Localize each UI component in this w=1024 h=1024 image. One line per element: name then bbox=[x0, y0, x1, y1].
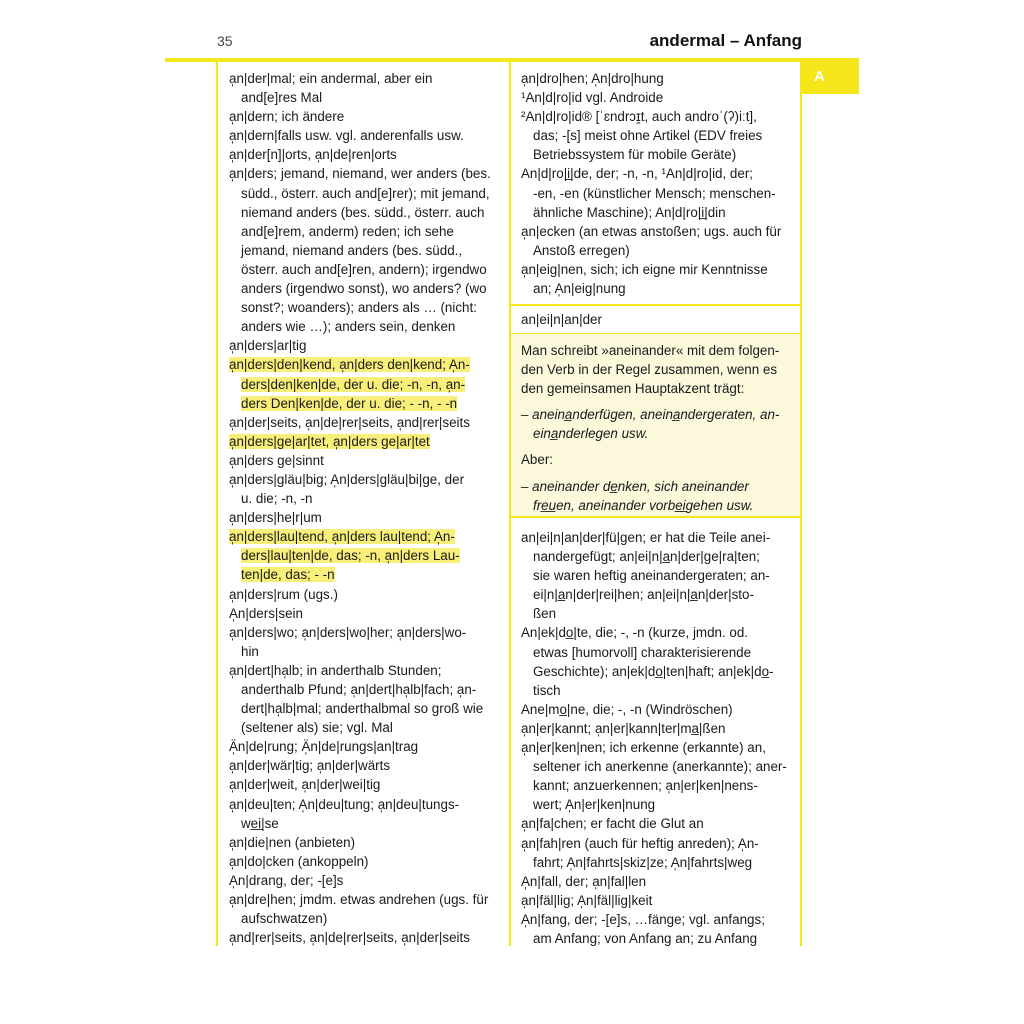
entry-line: a̩n|fa|chen; er facht die Glut an bbox=[521, 816, 704, 832]
entry-line: a̩n|dern|falls usw. vgl. anderenfalls usw. bbox=[229, 128, 464, 144]
right-column-top bbox=[521, 69, 795, 298]
entry-line: a̩n|der[n]|orts, a̩n|de|ren|orts bbox=[229, 147, 397, 163]
infobox-line: fre̲u̲en, aneinander vorbe̲i̲gehen usw. bbox=[533, 497, 754, 513]
entry-line: a̩n|dre|hen; jmdm. etwas andrehen (ugs. für bbox=[229, 892, 489, 908]
entry-line: a̩n|ders; jemand, niemand, wer anders (bes. bbox=[229, 166, 491, 182]
entry-line: a̩n|fah|ren (auch für heftig anreden); A̩n- bbox=[521, 835, 759, 851]
entry-line: a̩n|ders|lau|tend, a̩n|ders lau|tend; A̩n- bbox=[229, 529, 455, 545]
entry-line: u. die; -n, -n bbox=[241, 491, 313, 507]
dictionary-entry bbox=[229, 604, 501, 623]
dictionary-entry bbox=[521, 910, 795, 948]
entry-line: ¹An|d|ro|id vgl. Androide bbox=[521, 90, 664, 106]
entry-line: anders (irgendwo sonst), wo anders? (wo bbox=[241, 281, 487, 297]
dictionary-entry bbox=[229, 432, 501, 451]
entry-line: a̩n|ders|ar|tig bbox=[229, 338, 307, 354]
entry-line: wert; A̩n|er|ken|nung bbox=[533, 797, 656, 813]
dictionary-entry bbox=[521, 738, 795, 814]
entry-line: niemand anders (bes. südd., österr. auch bbox=[241, 204, 485, 220]
entry-line: a̩n|der|seits, a̩n|de|rer|seits, a̩nd|rer|seits bbox=[229, 414, 470, 430]
dictionary-entry bbox=[521, 164, 795, 221]
dictionary-entry bbox=[229, 871, 501, 890]
entry-line: An|d|ro|i̲|de, der; -n, -n, ¹An|d|ro|id, der; bbox=[521, 166, 754, 182]
dictionary-entry bbox=[229, 852, 501, 871]
dictionary-entry bbox=[229, 164, 501, 336]
infobox-line: – aneinander de̲nken, sich aneinander bbox=[521, 478, 749, 494]
entry-line: anders wie …); anders sein, denken bbox=[241, 319, 456, 335]
dictionary-entry bbox=[521, 834, 795, 872]
entry-line: a̩n|ders|wo; a̩n|ders|wo|her; a̩n|ders|wo- bbox=[229, 624, 467, 640]
left-column bbox=[229, 69, 501, 947]
entry-line: Ä̩n|de|rung; Ä̩n|de|rungs|an|trag bbox=[229, 739, 419, 755]
entry-line: a̩n|die|nen (anbieten) bbox=[229, 834, 356, 850]
entry-line: ders|lau|ten|de, das; -n, a̩n|ders Lau- bbox=[241, 548, 460, 564]
entry-line: a̩n|dert|ha̩lb; in anderthalb Stunden; bbox=[229, 662, 442, 678]
dictionary-entry bbox=[229, 126, 501, 145]
right-column-bottom bbox=[521, 528, 795, 948]
entry-line: a̩n|ders|den|kend, a̩n|ders den|kend; A̩n- bbox=[229, 357, 470, 373]
dictionary-entry bbox=[229, 833, 501, 852]
entry-line: ßen bbox=[533, 606, 557, 622]
entry-line: a̩n|ders|rum (ugs.) bbox=[229, 586, 338, 602]
entry-line: a̩n|ders ge|sinnt bbox=[229, 452, 324, 468]
left-column-border bbox=[216, 62, 218, 946]
dictionary-entry bbox=[521, 814, 795, 833]
dictionary-entry bbox=[229, 413, 501, 432]
dictionary-entry bbox=[521, 260, 795, 298]
entry-line: A̩n|ders|sein bbox=[229, 605, 303, 621]
entry-line: we̲i̲|se bbox=[241, 815, 279, 831]
dictionary-entry bbox=[229, 661, 501, 737]
entry-line: An|ek|do̲|te, die; -, -n (kurze, jmdn. od. bbox=[521, 625, 749, 641]
dictionary-entry bbox=[229, 623, 501, 661]
infobox-line: Man schreibt »aneinander« mit dem folgen- bbox=[521, 343, 780, 358]
entry-line: jemand, niemand anders (bes. südd., bbox=[241, 242, 463, 258]
infobox-top-rule bbox=[509, 304, 802, 306]
dictionary-entry bbox=[229, 795, 501, 833]
entry-line: a̩n|er|ken|nen; ich erkenne (erkannte) an, bbox=[521, 740, 766, 756]
entry-line: fahrt; A̩n|fahrts|skiz|ze; A̩n|fahrts|weg bbox=[533, 854, 753, 870]
entry-line: hin bbox=[241, 643, 259, 659]
infobox-text bbox=[521, 341, 791, 398]
entry-line: a̩n|fäl|lig; A̩n|fäl|lig|keit bbox=[521, 892, 653, 908]
entry-line: südd., österr. auch and[e]rer); mit jemand, bbox=[241, 185, 490, 201]
dictionary-entry bbox=[229, 585, 501, 604]
entry-line: A̩n|fang, der; -[e]s, …fänge; vgl. anfangs; bbox=[521, 911, 765, 927]
dictionary-entry bbox=[521, 528, 795, 623]
right-column-border bbox=[800, 62, 802, 946]
dictionary-entry bbox=[229, 527, 501, 584]
dictionary-entry bbox=[229, 737, 501, 756]
entry-line: ders|den|ken|de, der u. die; -n, -n, a̩n- bbox=[241, 376, 466, 392]
dictionary-entry bbox=[229, 451, 501, 470]
entry-line: ähnliche Maschine); An|d|ro|i̲|din bbox=[533, 204, 726, 220]
dictionary-entry bbox=[229, 355, 501, 412]
dictionary-entry bbox=[521, 700, 795, 719]
infobox-bottom-rule bbox=[509, 516, 802, 518]
infobox-line: eina̲nderlegen usw. bbox=[533, 426, 649, 442]
entry-line: an|ei|n|an|der|fü|gen; er hat die Teile anei- bbox=[521, 530, 771, 545]
dictionary-entry bbox=[229, 470, 501, 508]
entry-line: tisch bbox=[533, 682, 561, 698]
header-rule bbox=[165, 58, 859, 62]
entry-line: österr. auch and[e]ren, andern); irgendwo bbox=[241, 261, 487, 277]
entry-line: dert|ha̩lb|mal; anderthalbmal so groß wie bbox=[241, 701, 484, 717]
entry-line: aufschwatzen) bbox=[241, 911, 328, 927]
entry-line: a̩n|der|weit, a̩n|der|wei|tig bbox=[229, 777, 381, 793]
entry-line: a̩n|deu|ten; A̩n|deu|tung; a̩n|deu|tungs- bbox=[229, 796, 460, 812]
entry-line: a̩n|ders|ge|ar|tet, a̩n|ders ge|ar|tet bbox=[229, 433, 430, 449]
dictionary-entry bbox=[521, 88, 795, 107]
dictionary-entry bbox=[229, 775, 501, 794]
entry-line: a̩n|eig|nen, sich; ich eigne mir Kenntnisse bbox=[521, 261, 768, 277]
dictionary-entry bbox=[229, 756, 501, 775]
dictionary-entry bbox=[521, 69, 795, 88]
infobox-example-compound bbox=[521, 405, 791, 443]
dictionary-entry bbox=[521, 872, 795, 891]
dictionary-entry bbox=[521, 107, 795, 164]
entry-line: a̩n|ders|he|r|um bbox=[229, 510, 322, 526]
entry-line: and[e]rem, anderm) reden; ich sehe bbox=[241, 223, 454, 239]
infobox-line: – aneina̲nderfügen, aneina̲ndergeraten, an- bbox=[521, 407, 780, 423]
entry-line: ten|de, das; - -n bbox=[241, 567, 335, 583]
infobox-heading: an|ei|n|an|der bbox=[521, 312, 602, 327]
dictionary-entry bbox=[229, 928, 501, 947]
page-title: andermal – Anfang bbox=[649, 31, 802, 50]
entry-line: seltener ich anerkenne (anerkannte); aner- bbox=[533, 759, 787, 775]
entry-line: ei|n|a̲n|der|rei|hen; an|ei|n|a̲n|der|sto- bbox=[533, 587, 754, 603]
entry-line: am Anfang; von Anfang an; zu Anfang bbox=[533, 930, 758, 946]
dictionary-entry bbox=[229, 145, 501, 164]
infobox-but-label: Aber: bbox=[521, 452, 554, 468]
entry-line: A̩n|drang, der; -[e]s bbox=[229, 872, 344, 888]
entry-line: anderthalb Pfund; a̩n|dert|ha̩lb|fach; a̩n- bbox=[241, 682, 477, 697]
infobox-line: den Verb in der Regel zusammen, wenn es bbox=[521, 362, 778, 378]
entry-line: (seltener als) sie; vgl. Mal bbox=[241, 720, 393, 736]
dictionary-entry bbox=[521, 719, 795, 738]
infobox-example-separate bbox=[521, 477, 791, 515]
dictionary-entry bbox=[521, 623, 795, 699]
entry-line: sonst?; woanders); anders als … (nicht: bbox=[241, 300, 477, 316]
entry-line: -en, -en (künstlicher Mensch; menschen- bbox=[533, 185, 776, 201]
entry-line: ²An|d|ro|id® [ˈɛndrɔɪ̯t, auch androˈ(ʔ)iːt], bbox=[521, 109, 757, 125]
page-number: 35 bbox=[217, 33, 233, 49]
dictionary-entry bbox=[229, 336, 501, 355]
letter-tab: A bbox=[802, 58, 859, 94]
entry-line: a̩n|dern; ich ändere bbox=[229, 109, 345, 125]
entry-line: Betriebssystem für mobile Geräte) bbox=[533, 147, 737, 163]
entry-line: a̩n|do|cken (ankoppeln) bbox=[229, 853, 369, 869]
dictionary-entry bbox=[229, 107, 501, 126]
entry-line: Ane|mo̲|ne, die; -, -n (Windröschen) bbox=[521, 701, 733, 717]
infobox-line: den gemeinsamen Hauptakzent trägt: bbox=[521, 381, 745, 397]
entry-line: ders Den|ken|de, der u. die; - -n, - -n bbox=[241, 395, 458, 411]
entry-line: Geschichte); an|ek|do̲|ten|haft; an|ek|do̲- bbox=[533, 663, 774, 679]
entry-line: nandergefügt; an|ei|n|a̲n|der|ge|ra|ten; bbox=[533, 549, 760, 565]
entry-line: a̩n|er|kannt; a̩n|er|kann|ter|ma̲|ßen bbox=[521, 720, 726, 736]
dictionary-entry bbox=[229, 508, 501, 527]
dictionary-entry bbox=[229, 69, 501, 107]
entry-line: and[e]res Mal bbox=[241, 90, 323, 106]
entry-line: das; -[s] meist ohne Artikel (EDV freies bbox=[533, 128, 763, 144]
entry-line: a̩nd|rer|seits, a̩n|de|rer|seits, a̩n|der|seits bbox=[229, 930, 470, 946]
entry-line: kannt; anzuerkennen; a̩n|er|ken|nens- bbox=[533, 778, 758, 794]
entry-line: etwas [humorvoll] charakterisierende bbox=[533, 644, 752, 660]
entry-line: a̩n|ders|gläu|big; A̩n|ders|gläu|bi|ge, der bbox=[229, 471, 465, 487]
dictionary-entry bbox=[521, 891, 795, 910]
entry-line: a̩n|ecken (an etwas anstoßen; ugs. auch für bbox=[521, 223, 782, 239]
infobox-body bbox=[521, 341, 791, 515]
entry-line: an; A̩n|eig|nung bbox=[533, 281, 626, 297]
entry-line: sie waren heftig aneinandergeraten; an- bbox=[533, 568, 770, 584]
entry-line: Anstoß erregen) bbox=[533, 242, 630, 258]
entry-line: A̩n|fall, der; a̩n|fal|len bbox=[521, 873, 647, 889]
entry-line: a̩n|der|wär|tig; a̩n|der|wärts bbox=[229, 758, 391, 774]
dictionary-entry bbox=[229, 890, 501, 928]
entry-line: a̩n|dro|hen; A̩n|dro|hung bbox=[521, 71, 664, 86]
dictionary-entry bbox=[521, 222, 795, 260]
entry-line: a̩n|der|mal; ein andermal, aber ein bbox=[229, 71, 433, 86]
